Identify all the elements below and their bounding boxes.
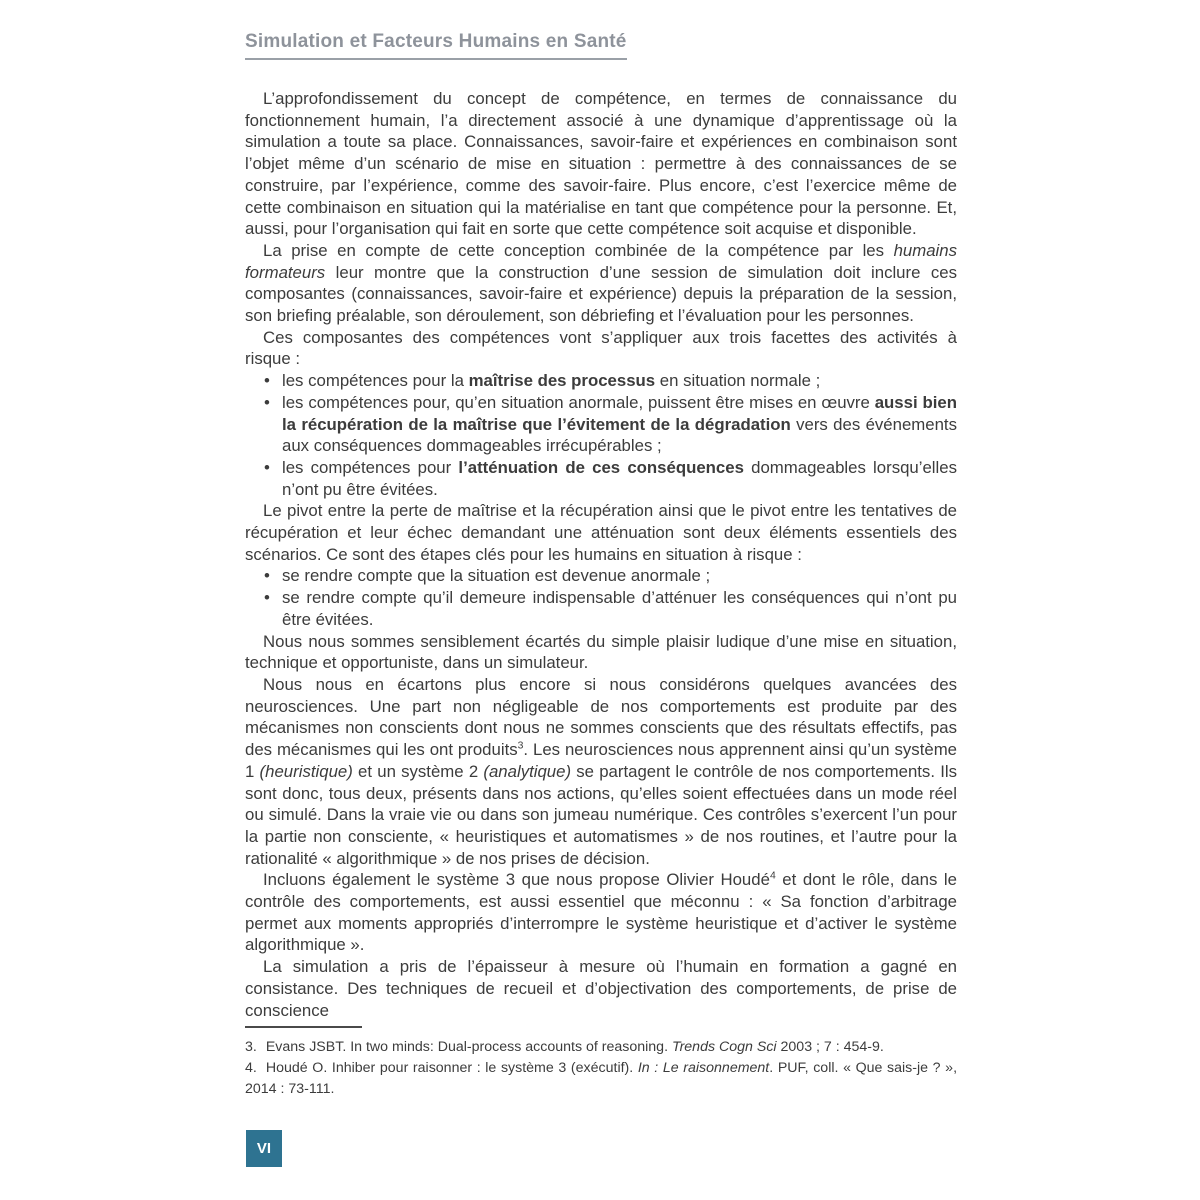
text-run: l’atténuation de ces conséquences bbox=[458, 457, 744, 477]
text-run: humains formateurs bbox=[245, 240, 957, 282]
paragraph bbox=[245, 240, 957, 327]
text-run: maîtrise des processus bbox=[468, 371, 656, 391]
running-head-title: Simulation et Facteurs Humains en Santé bbox=[245, 31, 627, 60]
bullet-item bbox=[282, 587, 957, 630]
paragraph bbox=[245, 327, 957, 370]
text-run: In : Le raisonnement bbox=[637, 1060, 770, 1076]
text-run: L’approfondissement du concept de compétence, en termes de connaissance du fonctionnement humain, l’a directement associé à une dynamique d’apprentissage où la simulation a toute sa place. Connaissances, savoir-faire et expériences en combinaison sont l’objet même d’un scénario de mise en situation : permettre à des connaissances de se construire, par l’expérience, comme des savoir-faire. Plus encore, c’est l’exercice même de cette combinaison en situation qui la matérialise en tant que compétence pour la personne. Et, aussi, pour l’organisation qui fait en sorte que cette compétence soit acquise et disponible. bbox=[245, 89, 957, 239]
bullet-item bbox=[282, 565, 957, 587]
text-run: se rendre compte que la situation est devenue anormale ; bbox=[282, 566, 711, 586]
paragraph bbox=[245, 674, 957, 869]
text-run: et un système 2 bbox=[352, 761, 484, 781]
footnotes-section bbox=[245, 1026, 957, 1100]
paragraph bbox=[245, 956, 957, 1021]
text-run: les compétences pour la bbox=[282, 371, 469, 391]
text-run: Trends Cogn Sci bbox=[671, 1039, 777, 1055]
footnote bbox=[245, 1037, 957, 1058]
paragraph bbox=[245, 869, 957, 956]
text-run: La simulation a pris de l’épaisseur à mesure où l’humain en formation a gagné en consistance. Des techniques de recueil et d’objectivation des comportements, de prise de conscience bbox=[245, 957, 957, 1020]
text-run: Nous nous en écartons plus encore si nous considérons quelques avancées des neurosciences. Une part non négligeable de nos comportements est produite par des mécanismes non conscients dont nous ne sommes conscients que des résultats effectifs, pas des mécanismes qui les ont produits bbox=[245, 674, 957, 760]
text-run: Houdé O. Inhiber pour raisonner : le système 3 (exécutif). bbox=[265, 1060, 638, 1076]
text-run: se partagent le contrôle de nos comportements. Ils sont donc, tous deux, présents dans nos actions, qu’elles soient effectuées dans un mode réel ou simulé. Dans la vraie vie ou dans son jumeau numérique. Ces contrôles s’exercent l’un pour la partie non consciente, « heuristiques et automatismes » de nos routines, et l’autre pour la rationalité « algorithmique » de nos prises de décision. bbox=[245, 761, 957, 868]
text-run: Nous nous sommes sensiblement écartés du simple plaisir ludique d’une mise en situation, technique et opportuniste, dans un simulateur. bbox=[245, 631, 957, 673]
bullet-item bbox=[282, 392, 957, 457]
bullet-list bbox=[245, 370, 957, 500]
text-run: leur montre que la construction d’une session de simulation doit inclure ces composantes (connaissances, savoir-faire et expérience) depuis la préparation de la session, son briefing préalable, son déroulement, son débriefing et l’évaluation pour les personnes. bbox=[245, 262, 957, 326]
paragraph bbox=[245, 88, 957, 240]
text-run: La prise en compte de cette conception combinée de la compétence par les bbox=[263, 240, 894, 260]
paragraph bbox=[245, 500, 957, 565]
text-run: . Les neurosciences nous apprennent ainsi qu’un système 1 bbox=[245, 740, 958, 781]
text-run: Evans JSBT. In two minds: Dual-process accounts of reasoning. bbox=[265, 1039, 672, 1055]
text-run: en situation normale ; bbox=[655, 371, 821, 391]
text-run: les compétences pour, qu’en situation anormale, puissent être mises en œuvre bbox=[282, 392, 875, 412]
text-run: Le pivot entre la perte de maîtrise et la récupération ainsi que le pivot entre les tentatives de récupération et leur échec demandant une atténuation sont deux éléments essentiels des scénarios. Ce sont des étapes clés pour les humains en situation à risque : bbox=[245, 501, 957, 564]
footnotes-list bbox=[245, 1037, 957, 1100]
bullet-list bbox=[245, 565, 957, 630]
footnote-number: 4. bbox=[245, 1060, 257, 1076]
text-run: Incluons également le système 3 que nous propose Olivier Houdé bbox=[263, 870, 770, 890]
text-run: dommageables lorsqu’elles n’ont pu être évitées. bbox=[282, 457, 957, 499]
text-run: . PUF, coll. « Que sais-je ? », 2014 : 73-111. bbox=[245, 1060, 958, 1097]
text-run: se rendre compte qu’il demeure indispensable d’atténuer les conséquences qui n’ont pu être évitées. bbox=[282, 588, 957, 629]
text-run: les compétences pour bbox=[282, 457, 459, 477]
footnote bbox=[245, 1058, 957, 1100]
footnote-number: 3. bbox=[245, 1039, 257, 1055]
text-run: (analytique) bbox=[483, 761, 572, 781]
text-run: et dont le rôle, dans le contrôle des comportements, est aussi essentiel que méconnu : « Sa fonction d’arbitrage permet aux moments appropriés d’interrompre le système heuristique et d’activer le système algorithmique ». bbox=[245, 870, 957, 955]
text-run: aussi bien la récupération de la maîtrise que l’évitement de la dégradation bbox=[282, 392, 957, 434]
footnote-divider bbox=[245, 1026, 362, 1028]
paragraph bbox=[245, 631, 957, 674]
text-run: 3 bbox=[517, 740, 524, 752]
body-text bbox=[245, 88, 957, 1021]
text-run: Ces composantes des compétences vont s’appliquer aux trois facettes des activités à risque : bbox=[245, 327, 957, 369]
text-run: 4 bbox=[769, 870, 776, 882]
text-run: (heuristique) bbox=[259, 761, 353, 781]
page-number-badge: VI bbox=[246, 1130, 282, 1167]
text-run: 2003 ; 7 : 454-9. bbox=[776, 1039, 884, 1055]
bullet-item bbox=[282, 370, 957, 392]
bullet-item bbox=[282, 457, 957, 500]
text-run: vers des événements aux conséquences dommageables irrécupérables ; bbox=[282, 414, 957, 456]
